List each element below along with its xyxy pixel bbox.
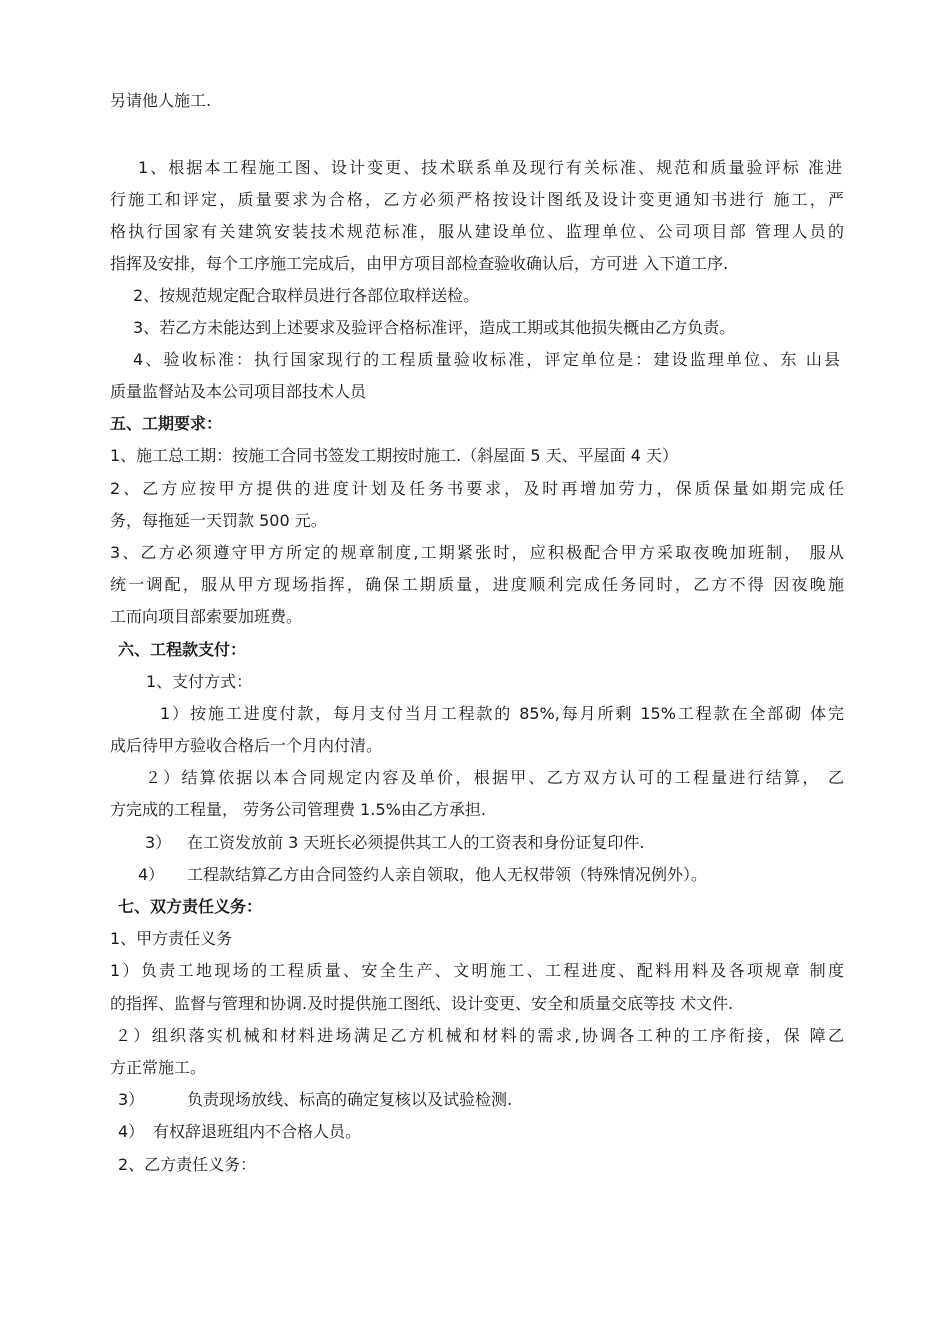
text-line: 1）负责工地现场的工程质量、安全生产、文明施工、工程进度、配料用料及各项规章 制度 — [110, 961, 844, 980]
text-line: 质量监督站及本公司项目部技术人员 — [110, 382, 367, 401]
text-line: 3、若乙方未能达到上述要求及验评合格标准评，造成工期或其他损失概由乙方负责。 — [133, 318, 736, 337]
text-line: ２）结算依据以本合同规定内容及单价，根据甲、乙方双方认可的工程量进行结算， 乙 — [145, 768, 844, 787]
text-line: 1、甲方责任义务 — [110, 929, 233, 948]
text-line: 负责现场放线、标高的确定复核以及试验检测. — [187, 1090, 513, 1109]
text-line: 有权辞退班组内不合格人员。 — [153, 1122, 362, 1141]
text-line: 格执行国家有关建筑安装技术规范标准，服从建设单位、监理单位、公司项目部 管理人员的 — [110, 222, 844, 241]
section-heading: 七、双方责任义务： — [118, 897, 263, 916]
text-line: 务，每拖延一天罚款 500 元。 — [110, 511, 327, 530]
text-line: 1、支付方式： — [146, 672, 253, 691]
text-line: 成后待甲方验收合格后一个月内付清。 — [110, 736, 383, 755]
list-marker: 3） — [145, 833, 172, 852]
text-line: 方完成的工程量， 劳务公司管理费 1.5%由乙方承担. — [110, 800, 486, 819]
list-marker: 4） — [118, 1122, 145, 1141]
text-line: 指挥及安排，每个工序施工完成后，由甲方项目部检查验收确认后，方可进 入下道工序. — [110, 254, 729, 273]
text-line: 1、施工总工期：按施工合同书签发工期按时施工.（斜屋面 5 天、平屋面 4 天） — [110, 446, 678, 465]
text-line: 在工资发放前 3 天班长必须提供其工人的工资表和身份证复印件. — [187, 833, 645, 852]
text-line: 方正常施工。 — [110, 1058, 207, 1077]
text-line: 4、验收标准：执行国家现行的工程质量验收标准，评定单位是：建设监理单位、东 山县 — [133, 350, 840, 369]
text-line: 统一调配，服从甲方现场指挥，确保工期质量，进度顺利完成任务同时，乙方不得 因夜晚施 — [110, 575, 844, 594]
text-line: 1、根据本工程施工图、设计变更、技术联系单及现行有关标准、规范和质量验评标 准进 — [138, 158, 842, 177]
text-line: 1）按施工进度付款，每月支付当月工程款的 85%,每月所剩 15%工程款在全部砌 体完 — [160, 704, 844, 723]
list-marker: 4） — [138, 865, 165, 884]
text-line: 的指挥、监督与管理和协调.及时提供施工图纸、设计变更、安全和质量交底等技 术文件. — [110, 994, 734, 1013]
list-marker: 3） — [118, 1090, 145, 1109]
text-line: 工而向项目部索要加班费。 — [110, 607, 303, 626]
text-line: 行施工和评定，质量要求为合格，乙方必须严格按设计图纸及设计变更通知书进行 施工，严 — [110, 190, 844, 209]
text-line: 2、乙方责任义务： — [118, 1155, 257, 1174]
text-line: 3、乙方必须遵守甲方所定的规章制度,工期紧张时，应积极配合甲方采取夜晚加班制， 服从 — [110, 543, 844, 562]
section-heading: 五、工期要求： — [110, 414, 223, 433]
text-line: 工程款结算乙方由合同签约人亲自领取，他人无权带领（特殊情况例外）。 — [187, 865, 708, 884]
text-line: 2、按规范规定配合取样员进行各部位取样送检。 — [133, 286, 480, 305]
text-line: 另请他人施工. — [110, 91, 212, 110]
text-line: ２）组织落实机械和材料进场满足乙方机械和材料的需求,协调各工种的工序衔接，保 障乙 — [115, 1026, 844, 1045]
text-line: 2、乙方应按甲方提供的进度计划及任务书要求，及时再增加劳力，保质保量如期完成任 — [110, 479, 844, 498]
section-heading: 六、工程款支付： — [118, 640, 247, 659]
